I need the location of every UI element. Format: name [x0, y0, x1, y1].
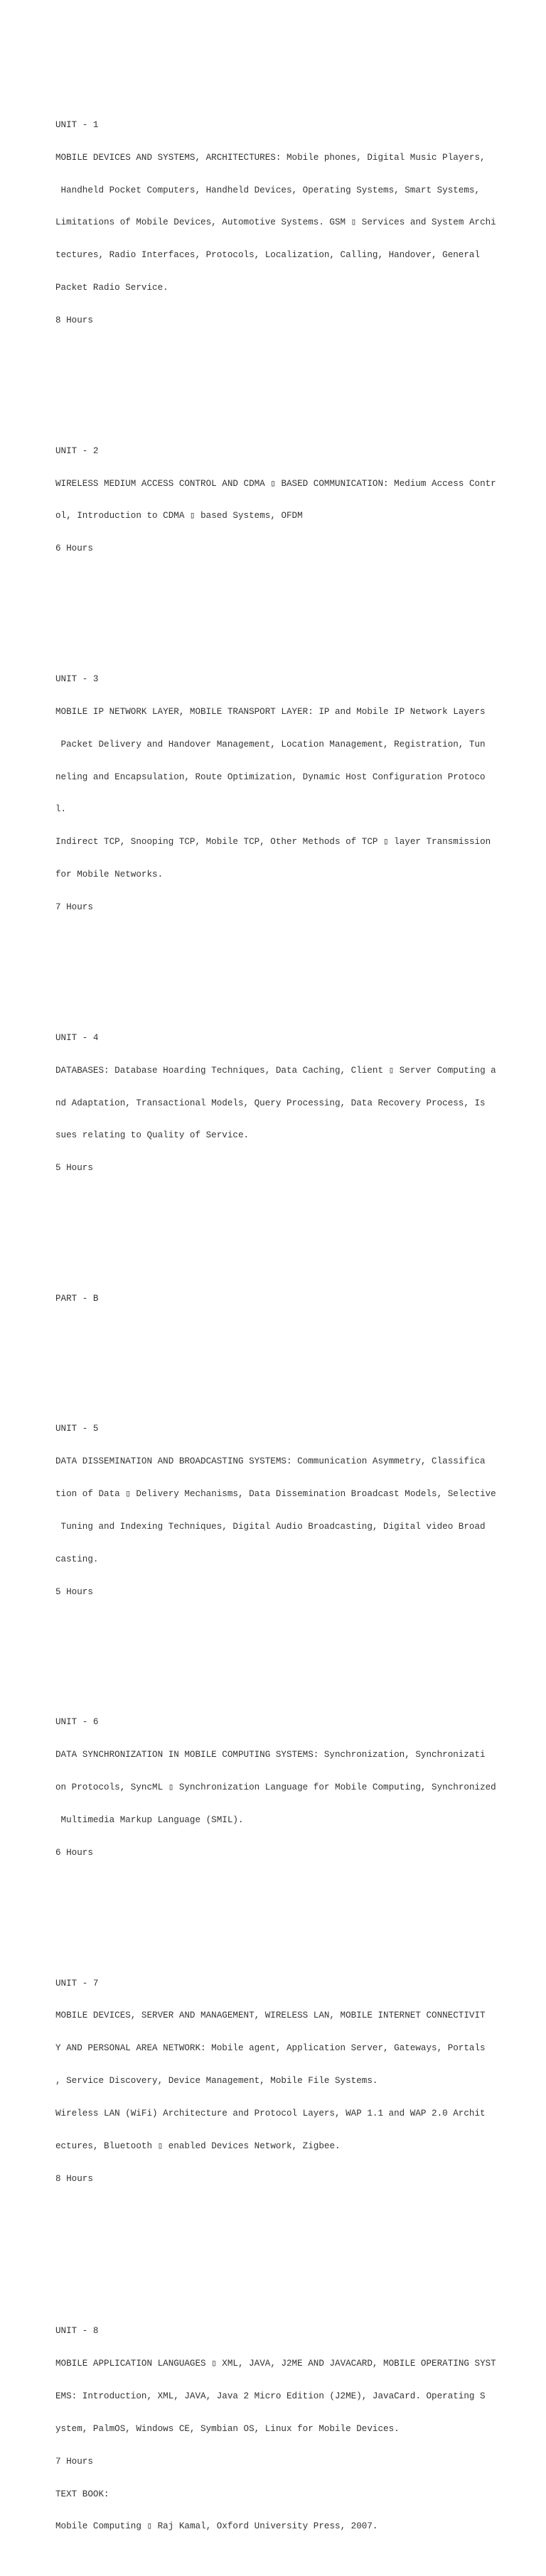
unit-heading: UNIT - 2: [55, 445, 99, 456]
unit-5-block: [55, 1402, 539, 1620]
unit-6-block: [55, 1696, 539, 1880]
unit-heading: UNIT - 4: [55, 1032, 99, 1043]
unit-hours: 6 Hours: [55, 543, 93, 554]
unit-text-line: EMS: Introduction, XML, JAVA, Java 2 Micro Edition (J2ME), JavaCard. Operating S: [55, 2391, 486, 2401]
unit-text-line: Y AND PERSONAL AREA NETWORK: Mobile agent, Application Server, Gateways, Portals: [55, 2043, 486, 2054]
unit-text-line: on Protocols, SyncML ▯ Synchronization Language for Mobile Computing, Synchronized: [55, 1782, 496, 1793]
unit-text-line: Packet Delivery and Handover Management, Location Management, Registration, Tun: [55, 739, 486, 749]
text-book-heading: TEXT BOOK:: [55, 2489, 109, 2499]
unit-text-line: Tuning and Indexing Techniques, Digital Audio Broadcasting, Digital video Broad: [55, 1522, 486, 1532]
unit-text-line: DATA DISSEMINATION AND BROADCASTING SYSTEMS: Communication Asymmetry, Classifica: [55, 1456, 486, 1467]
part-heading: PART - B: [55, 1293, 99, 1304]
unit-text-line: Packet Radio Service.: [55, 283, 168, 293]
unit-hours: 7 Hours: [55, 902, 93, 913]
blank-line: [55, 370, 539, 381]
unit-hours: 8 Hours: [55, 2173, 93, 2184]
unit-text-line: Multimedia Markup Language (SMIL).: [55, 1815, 244, 1826]
blank-line: [55, 1348, 539, 1358]
unit-1-block: [55, 98, 539, 348]
unit-text-line: Indirect TCP, Snooping TCP, Mobile TCP, Other Methods of TCP ▯ layer Transmission: [55, 837, 491, 848]
unit-hours: 8 Hours: [55, 315, 93, 326]
unit-text-line: casting.: [55, 1554, 99, 1564]
unit-text-line: sues relating to Quality of Service.: [55, 1130, 250, 1141]
unit-hours: 5 Hours: [55, 1163, 93, 1174]
unit-heading: UNIT - 1: [55, 119, 99, 130]
unit-text-line: tion of Data ▯ Delivery Mechanisms, Data Dissemination Broadcast Models, Selective: [55, 1489, 496, 1500]
unit-text-line: WIRELESS MEDIUM ACCESS CONTROL AND CDMA ▯ BASED COMMUNICATION: Medium Access Contr: [55, 478, 496, 489]
unit-text-line: ectures, Bluetooth ▯ enabled Devices Network, Zigbee.: [55, 2141, 341, 2151]
unit-hours: 6 Hours: [55, 1847, 93, 1858]
part-b-block: [55, 1272, 539, 1326]
unit-7-block: [55, 1957, 539, 2207]
unit-heading: UNIT - 3: [55, 673, 99, 684]
unit-text-line: DATABASES: Database Hoarding Techniques, Data Caching, Client ▯ Server Computing a: [55, 1065, 496, 1076]
unit-text-line: MOBILE APPLICATION LANGUAGES ▯ XML, JAVA, J2ME AND JAVACARD, MOBILE OPERATING SYST: [55, 2358, 496, 2369]
unit-text-line: Wireless LAN (WiFi) Architecture and Protocol Layers, WAP 1.1 and WAP 2.0 Archit: [55, 2109, 486, 2119]
unit-text-line: ystem, PalmOS, Windows CE, Symbian OS, Linux for Mobile Devices.: [55, 2423, 400, 2434]
text-book-reference: Mobile Computing ▯ Raj Kamal, Oxford University Press, 2007.: [55, 2521, 378, 2532]
unit-text-line: nd Adaptation, Transactional Models, Query Processing, Data Recovery Process, Is: [55, 1098, 486, 1108]
unit-hours: 7 Hours: [55, 2456, 93, 2467]
unit-text-line: MOBILE DEVICES AND SYSTEMS, ARCHITECTURES: Mobile phones, Digital Music Players,: [55, 152, 486, 163]
unit-heading: UNIT - 6: [55, 1717, 99, 1728]
unit-heading: UNIT - 8: [55, 2326, 99, 2337]
blank-line: [55, 957, 539, 968]
unit-text-line: ol, Introduction to CDMA ▯ based Systems, OFDM: [55, 511, 303, 521]
unit-text-line: Handheld Pocket Computers, Handheld Devices, Operating Systems, Smart Systems,: [55, 185, 481, 195]
unit-2-block: [55, 424, 539, 576]
unit-text-line: DATA SYNCHRONIZATION IN MOBILE COMPUTING SYSTEMS: Synchronization, Synchronizati: [55, 1750, 486, 1760]
blank-line: [55, 1641, 539, 1652]
unit-text-line: tectures, Radio Interfaces, Protocols, Localization, Calling, Handover, General: [55, 250, 481, 261]
unit-text-line: l.: [55, 804, 67, 815]
unit-3-block: [55, 652, 539, 935]
unit-text-line: MOBILE IP NETWORK LAYER, MOBILE TRANSPORT LAYER: IP and Mobile IP Network Layers: [55, 706, 486, 717]
unit-heading: UNIT - 5: [55, 1424, 99, 1434]
blank-line: [55, 1902, 539, 1912]
unit-heading: UNIT - 7: [55, 1978, 99, 1988]
unit-text-line: , Service Discovery, Device Management, Mobile File Systems.: [55, 2076, 378, 2087]
unit-text-line: neling and Encapsulation, Route Optimization, Dynamic Host Configuration Protoco: [55, 772, 486, 782]
unit-text-line: Limitations of Mobile Devices, Automotive Systems. GSM ▯ Services and System Archi: [55, 217, 496, 228]
unit-hours: 5 Hours: [55, 1586, 93, 1597]
unit-text-line: MOBILE DEVICES, SERVER AND MANAGEMENT, WIRELESS LAN, MOBILE INTERNET CONNECTIVIT: [55, 2011, 486, 2021]
syllabus-document: [55, 55, 539, 2576]
blank-lines: [55, 2228, 539, 2261]
blank-line: [55, 598, 539, 609]
unit-text-line: for Mobile Networks.: [55, 870, 164, 880]
blank-line: [55, 1218, 539, 1228]
unit-8-block: [55, 2304, 539, 2554]
unit-4-block: [55, 1011, 539, 1196]
